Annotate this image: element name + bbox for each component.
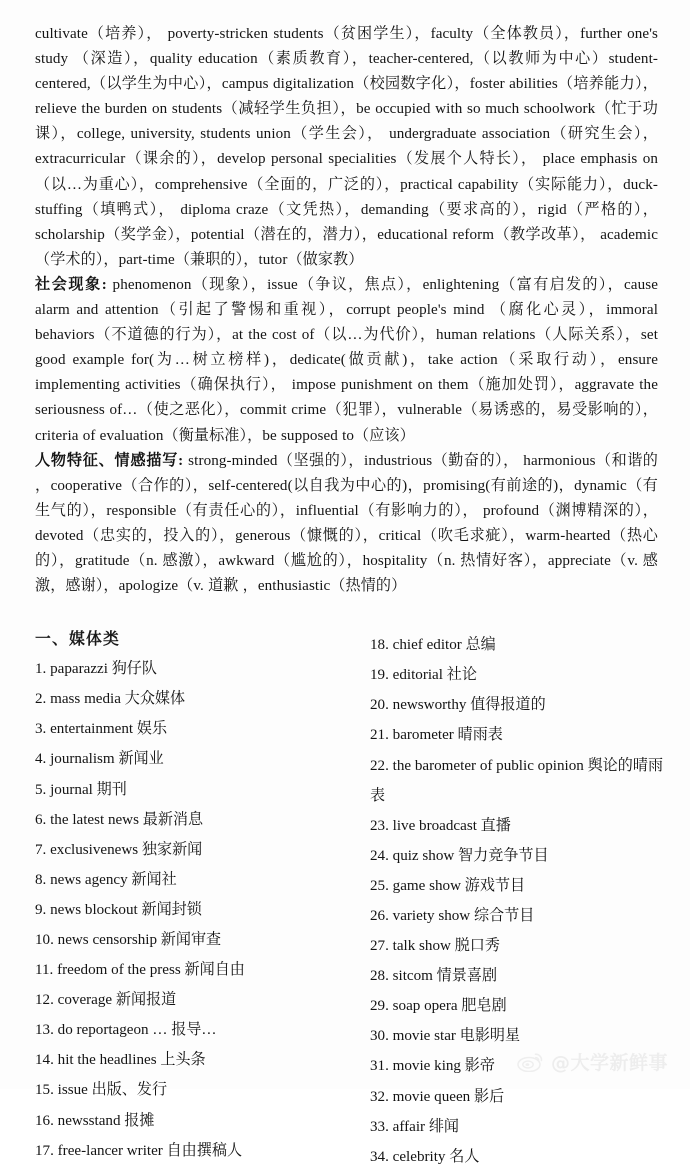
list-item (370, 751, 670, 811)
list-item (370, 841, 670, 871)
list-item-term-zh: 自由撰稿人 (162, 1142, 243, 1159)
list-item-number: 8. (35, 871, 47, 888)
list-item-term-zh: 情景喜剧 (432, 968, 498, 985)
list-item-term-en: live broadcast (388, 817, 477, 834)
list-item (35, 805, 365, 835)
list-item-term-en: do reportageon … (53, 1022, 168, 1039)
list-item-number: 20. (370, 697, 389, 714)
list-item-term-en: the barometer of public opinion (388, 757, 584, 774)
list-item (35, 684, 365, 714)
list-item (35, 654, 365, 684)
list-item (370, 1112, 670, 1142)
list-item (35, 835, 365, 865)
list-item-term-en: exclusivenews (46, 841, 139, 858)
list-item (370, 871, 670, 901)
list-item (35, 1015, 365, 1045)
list-item-term-en: mass media (46, 691, 121, 708)
list-item-term-zh: 独家新闻 (138, 841, 203, 858)
list-item-term-en: celebrity (388, 1148, 446, 1165)
list-item-number: 31. (370, 1058, 389, 1075)
list-item-term-en: movie queen (388, 1088, 471, 1105)
list-item-term-zh: 总编 (461, 637, 496, 654)
list-item-number: 2. (35, 691, 47, 708)
list-item-term-zh: 智力竞争节目 (454, 847, 549, 864)
list-item-number: 15. (35, 1082, 54, 1099)
list-item-term-en: free-lancer writer (53, 1142, 163, 1159)
list-item (35, 955, 365, 985)
list-item-term-zh: 新闻业 (114, 751, 164, 768)
list-item-number: 25. (370, 877, 389, 894)
list-item-term-en: newsstand (53, 1112, 121, 1129)
list-item-term-en: chief editor (388, 637, 462, 654)
list-item-number: 10. (35, 932, 54, 948)
list-item-term-en: paparazzi (46, 661, 108, 678)
paragraph-character-emotion (35, 449, 658, 600)
list-item-term-en: hit the headlines (53, 1052, 157, 1069)
list-item-term-en: talk show (388, 938, 451, 955)
list-item-number: 3. (35, 721, 47, 738)
list-item-term-en: newsworthy (388, 697, 467, 714)
list-item (35, 925, 365, 955)
list-item (370, 720, 670, 750)
list-item-term-zh: 游戏节目 (460, 877, 526, 894)
list-item (35, 775, 365, 805)
list-item-number: 14. (35, 1052, 54, 1069)
list-item-term-en: entertainment (46, 721, 134, 738)
list-item-term-zh: 报导… (167, 1022, 217, 1039)
list-item-term-en: movie star (388, 1028, 456, 1045)
media-vocabulary-list (35, 625, 664, 1172)
list-item-term-en: news blockout (46, 901, 138, 918)
list-item-term-zh: 名人 (445, 1148, 480, 1165)
list-item (370, 630, 670, 660)
paragraph-social-phenomenon (35, 273, 658, 449)
list-item-number: 21. (370, 727, 389, 744)
list-item-term-zh: 脱口秀 (450, 938, 500, 955)
list-item (35, 714, 365, 744)
list-item-term-zh: 新闻报道 (112, 992, 177, 1009)
list-item-term-zh: 电影明星 (455, 1028, 521, 1045)
list-item-term-en: coverage (53, 992, 113, 1009)
list-item-term-en: movie king (388, 1058, 461, 1075)
list-item-number: 27. (370, 938, 389, 955)
list-item-number: 30. (370, 1028, 389, 1045)
list-item (35, 1136, 365, 1166)
list-item-term-zh: 影帝 (460, 1058, 495, 1075)
list-item-number: 34. (370, 1148, 389, 1165)
list-item-term-en: issue (53, 1082, 88, 1099)
list-item-number: 32. (370, 1088, 389, 1105)
list-item-number: 17. (35, 1142, 54, 1159)
list-item-term-en: news censorship (53, 932, 157, 948)
list-item-number: 28. (370, 968, 389, 985)
list-item-term-zh: 新闻社 (127, 871, 177, 888)
list-item-term-zh: 直播 (476, 817, 511, 834)
list-item-term-zh: 社论 (442, 667, 477, 684)
list-item-number: 7. (35, 841, 47, 858)
list-item-term-zh: 值得报道的 (466, 697, 546, 714)
category-label-social-phenomenon: 社会现象: (35, 276, 108, 293)
list-item-number: 19. (370, 667, 389, 684)
list-item (35, 895, 365, 925)
list-items-left (35, 654, 365, 1166)
list-item (370, 901, 670, 931)
list-item-number: 29. (370, 998, 389, 1015)
list-item-term-zh: 出版、发行 (87, 1082, 168, 1099)
paragraph-character-emotion-body: strong-minded（坚强的），industrious（勤奋的）， harmonious（和谐的 ，cooperative（合作的），self-centered(以自我为中心的)，promising(有前途的)，dynamic（有生气的），responsible（有责任心的），influential（有影响力的）， profound（渊博精深的），devoted（忠实的，投入的），generous（慷慨的），critical（吹毛求疵），warm-hearted（热心的），gratitude（n. 感激），awkward（尴尬的），hospitality（n. 热情好客），appreciate（v. 感激，感谢），apologize（v. 道歉 ，enthusiastic（热情的） (35, 452, 658, 595)
list-item-term-zh: 大众媒体 (120, 691, 186, 708)
list-item-term-en: barometer (388, 727, 454, 744)
list-item-term-en: journal (46, 781, 93, 798)
list-item-number: 13. (35, 1022, 54, 1039)
list-item-term-en: the latest news (46, 811, 139, 828)
list-item (370, 1142, 670, 1172)
list-item-term-zh: 新闻自由 (180, 962, 245, 979)
list-item-number: 18. (370, 637, 389, 654)
list-item-number: 12. (35, 992, 54, 1009)
list-item-term-zh: 最新消息 (138, 811, 204, 828)
paragraph-education-vocab: cultivate（培养）， poverty-stricken students（贫困学生），faculty（全体教员），further one's study （深造），quality education（素质教育），teacher-centered,（以教师为中心）student-centered,（以学生为中心），campus digitalization（校园数字化），foster abilities（培养能力），relieve the burden on students（减轻学生负担），be occupied with so much schoolwork（忙于功课），college, university, students union（学生会）， undergraduate association（研究生会），extracurricular（课余的），develop personal specialities（发展个人特长）， place emphasis on（以…为重心），comprehensive（全面的，广泛的），practical capability（实际能力），duck-stuffing（填鸭式）， diploma craze（文凭热），demanding（要求高的），rigid（严格的），scholarship（奖学金），potential（潜在的，潜力），educational reform（教学改革）， academic（学术的），part-time（兼职的），tutor（做家教） (35, 26, 658, 268)
list-item-term-zh: 娱乐 (133, 721, 168, 738)
list-item (370, 690, 670, 720)
list-item-term-en: news agency (46, 871, 128, 888)
list-item (35, 1045, 365, 1075)
list-item-term-zh: 狗仔队 (107, 661, 157, 678)
list-item-number: 6. (35, 811, 47, 828)
list-item-number: 5. (35, 781, 47, 798)
list-item-number: 23. (370, 817, 389, 834)
list-item-term-zh: 影后 (470, 1088, 505, 1105)
list-item-term-zh: 晴雨表 (453, 727, 503, 744)
list-item-term-zh: 绯闻 (425, 1118, 460, 1135)
list-heading: 一、媒体类 (35, 631, 120, 649)
list-item-term-en: variety show (388, 908, 471, 924)
list-item-number: 4. (35, 751, 47, 768)
list-item-term-zh: 肥皂剧 (457, 998, 507, 1015)
list-item (370, 991, 670, 1021)
list-item-term-en: quiz show (388, 847, 455, 864)
list-item-term-en: editorial (388, 667, 443, 684)
list-item (370, 1051, 670, 1081)
list-item (35, 985, 365, 1015)
list-item-term-zh: 新闻审查 (157, 932, 222, 948)
list-column-right (370, 625, 670, 1172)
list-item-term-en: affair (388, 1118, 426, 1135)
list-item (35, 1106, 365, 1136)
list-item (35, 1075, 365, 1105)
list-item (370, 660, 670, 690)
list-item-term-en: soap opera (388, 998, 458, 1015)
list-item-term-en: journalism (46, 751, 115, 768)
list-item-term-en: sitcom (388, 968, 433, 985)
list-item-term-zh: 期刊 (92, 781, 127, 798)
list-item (370, 1082, 670, 1112)
list-column-left (35, 625, 365, 1166)
list-item-number: 1. (35, 661, 47, 678)
list-item-number: 33. (370, 1118, 389, 1135)
category-label-character-emotion: 人物特征、情感描写: (35, 452, 184, 469)
list-item-term-en: freedom of the press (53, 962, 181, 979)
list-item-number: 26. (370, 908, 389, 924)
list-item-number: 16. (35, 1112, 54, 1129)
list-item (370, 811, 670, 841)
list-item-term-zh: 舆论的晴雨表 (370, 757, 664, 804)
list-item (370, 931, 670, 961)
list-item (370, 961, 670, 991)
list-item-term-zh: 新闻封锁 (137, 901, 202, 918)
list-item (35, 865, 365, 895)
list-item (370, 1021, 670, 1051)
list-item-number: 11. (35, 962, 54, 979)
paragraph-social-phenomenon-body: phenomenon（现象），issue（争议，焦点），enlightening（富有启发的），cause alarm and attention（引起了警惕和重视），corrupt people's mind （腐化心灵），immoral behaviors（不道德的行为），at the cost of（以…为代价），human relations（人际关系），set good example for(为…树立榜样)，dedicate(做贡献)，take action（采取行动），ensure implementing activities（确保执行）， impose punishment on them（施加处罚），aggravate the seriousness of…（使之恶化），commit crime（犯罪），vulnerable（易诱惑的，易受影响的），criteria of evaluation（衡量标准），be supposed to（应该） (35, 276, 658, 444)
list-item-number: 24. (370, 847, 389, 864)
list-item-term-zh: 报摊 (120, 1112, 155, 1129)
weibo-watermark-text: @大学新鲜事 (550, 1052, 668, 1074)
list-item-number: 22. (370, 757, 389, 774)
list-items-right (370, 630, 670, 1172)
list-item-term-zh: 综合节目 (470, 908, 535, 924)
list-item-term-zh: 上头条 (156, 1052, 206, 1069)
list-item (35, 744, 365, 774)
list-item-number: 9. (35, 901, 47, 918)
list-item-term-en: game show (388, 877, 461, 894)
